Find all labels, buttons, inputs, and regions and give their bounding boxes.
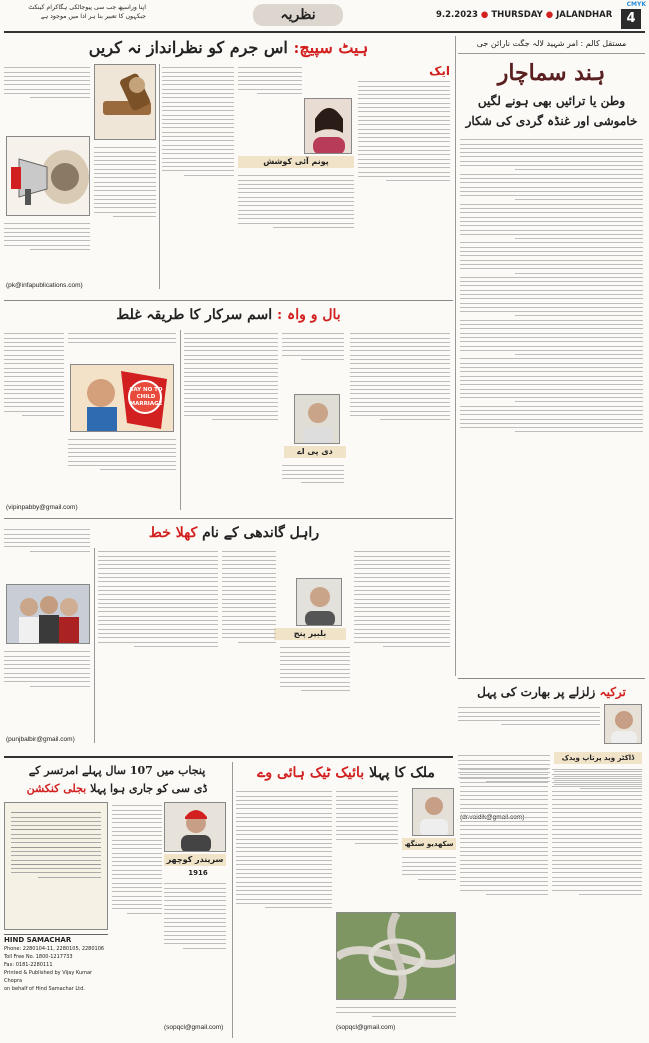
author-photo-poonam xyxy=(304,98,352,154)
col-1 xyxy=(4,64,90,134)
headline-red-part: ہیٹ سپیچ: xyxy=(293,38,369,57)
tagline-line2: جبکہوں کا تعبیر بنا ہر ادا میں موجود ہے xyxy=(40,13,146,20)
article-open-letter-email: (punjbalbir@gmail.com) xyxy=(6,736,75,743)
article-child-marriage xyxy=(4,304,453,514)
article-open-letter-headline xyxy=(94,522,374,544)
article-child-marriage-email: (vipinpabby@gmail.com) xyxy=(6,504,78,511)
article-open-letter xyxy=(4,522,453,750)
editorial-body xyxy=(460,136,643,671)
editorial-headline-1: وطن یا ترائیں بھی ہونے لگیں xyxy=(477,94,626,108)
article-bike-highway xyxy=(236,762,645,1038)
leaders-photo xyxy=(6,584,90,644)
mid-col-2-lower xyxy=(68,436,176,501)
highway-interchange-photo xyxy=(336,912,456,1000)
headline-red-part: بال و واہ : xyxy=(276,307,341,323)
mid-col-1 xyxy=(4,330,64,505)
tagline-line1: اپنا وراسپھ جب سی پیوجاٹکی ہگاکرام کینکٹ xyxy=(28,4,146,11)
article-turkey xyxy=(458,682,645,752)
gavel-illustration xyxy=(94,64,156,140)
article-turkey-headline xyxy=(458,682,645,702)
headline-main-part: ملک کا پہلا xyxy=(369,765,435,781)
article-electricity-headline-1: پنجاب میں 107 سال پہلے امرتسر کے xyxy=(28,764,206,777)
headline-main-part: اسم سرکار کا طریقہ غلط xyxy=(116,307,273,323)
author-photo-vp xyxy=(294,394,340,444)
imprint-line-5: on behalf of Hind Samachar Ltd. xyxy=(4,986,85,992)
letter-col-1-top xyxy=(4,526,90,582)
old-document-scan xyxy=(4,802,108,930)
poster-caption: SAY NO TO CHILD MARRIAGE xyxy=(129,387,163,407)
letter-col-3 xyxy=(222,548,276,743)
article-electricity xyxy=(4,762,230,1038)
imprint-line-3: Fax: 0181-2280111 xyxy=(4,962,53,968)
article-child-marriage-headline xyxy=(4,304,453,326)
article-hate-speech-email: (pk@infapublications.com) xyxy=(6,282,83,289)
col-1-lower xyxy=(4,220,90,280)
headline-red-part: بائیک ٹیک ہائی وے xyxy=(257,765,365,781)
section-title-text: نظریہ xyxy=(280,7,316,23)
letter-col-5 xyxy=(354,548,450,743)
col-5 xyxy=(358,64,450,289)
headline-main-part: زلزلے پر بھارت کی پہل xyxy=(477,685,596,699)
bike-col-4 xyxy=(460,766,548,1032)
author-name-surinder: سریندر کوچھر xyxy=(164,854,226,866)
imprint-line-1: Phone: 2280104-11, 2280105, 2280106 xyxy=(4,946,105,952)
imprint-line-4: Printed & Published by Vijay Kumar Chopra xyxy=(4,970,93,984)
author-name-balbir: بلبیر پنج xyxy=(274,628,346,640)
imprint-box xyxy=(4,934,108,1034)
editorial-banner: مستقل کالم : امر شہید لالہ جگت نارائن جی xyxy=(458,36,645,54)
article-electricity-email: (sopqcl@gmail.com) xyxy=(164,1024,224,1031)
col-4-top xyxy=(238,64,302,126)
editorial-headline-2: خاموشی اور غنڈہ گردی کی شکار xyxy=(465,114,638,128)
article-electricity-headline-2 xyxy=(4,780,230,798)
col-4 xyxy=(238,172,354,287)
child-marriage-poster xyxy=(70,364,174,432)
article-hate-speech xyxy=(4,36,453,296)
col-3 xyxy=(162,64,234,284)
electricity-col-2 xyxy=(164,880,226,1020)
editorial-column xyxy=(458,36,645,676)
mid-col-3 xyxy=(184,330,278,510)
bike-col-2 xyxy=(336,788,398,908)
dateline: 9.2.2023 ● THURSDAY ● JALANDHAR xyxy=(436,10,613,20)
bike-col-3 xyxy=(402,854,456,908)
headline-main-part: ڈی سی کو جاری ہوا پہلا xyxy=(90,782,208,795)
article-bike-highway-email: (sopqcl@gmail.com) xyxy=(336,1024,396,1031)
author-photo-vaidik xyxy=(604,704,642,744)
headline-red-part: بجلی کنکشن xyxy=(26,782,87,795)
author-name-vp: دی پی اے xyxy=(284,446,346,458)
mid-col-4 xyxy=(282,462,344,510)
author-photo-surinder xyxy=(164,802,226,852)
section-title xyxy=(253,4,343,26)
mid-col-5 xyxy=(350,330,450,510)
bike-col-5 xyxy=(552,766,642,1032)
page-masthead xyxy=(0,0,649,32)
tagline-box xyxy=(10,3,146,30)
headline-red-part: کھلا خط xyxy=(148,525,198,541)
intro-word: ایک xyxy=(429,64,450,78)
author-photo-sukhdev xyxy=(412,788,454,836)
electricity-col-1 xyxy=(112,802,162,1032)
weekday: THURSDAY xyxy=(491,10,543,20)
headline-main-part: راہل گاندھی کے نام xyxy=(202,525,320,541)
imprint-title: HIND SAMACHAR xyxy=(4,936,72,944)
col-2 xyxy=(94,144,156,284)
author-name-vaidik: ڈاکٹر وید پرتاپ ویدک xyxy=(554,752,642,764)
author-name-poonam: پونم آئی کوشش xyxy=(238,156,354,168)
letter-col-2 xyxy=(98,548,218,743)
city: JALANDHAR xyxy=(556,10,613,20)
letter-col-1 xyxy=(4,648,90,732)
page-number: 4 xyxy=(621,9,641,29)
mid-col-4-top xyxy=(282,330,344,392)
imprint-line-2: Toll Free No. 1800-1217733 xyxy=(4,954,73,960)
article-hate-speech-headline xyxy=(4,36,453,60)
cmyk-marker: CMYK xyxy=(626,1,646,8)
bike-col-1 xyxy=(236,788,332,1033)
year-highlight: 1916 xyxy=(188,869,208,877)
turkey-col xyxy=(458,704,600,750)
mid-col-2 xyxy=(68,330,176,360)
letter-col-4 xyxy=(280,644,350,744)
editorial-name: ہند سماچار xyxy=(497,60,606,86)
headline-red-part: ترکیہ xyxy=(599,685,626,699)
article-bike-highway-headline xyxy=(236,762,456,784)
author-name-sukhdev: سکھدیو سنگھ xyxy=(402,838,456,850)
date: 9.2.2023 xyxy=(436,10,478,20)
author-photo-balbir xyxy=(296,578,342,626)
headline-main-part: اس جرم کو نظرانداز نہ کریں xyxy=(88,38,288,57)
megaphone-illustration xyxy=(6,136,90,216)
